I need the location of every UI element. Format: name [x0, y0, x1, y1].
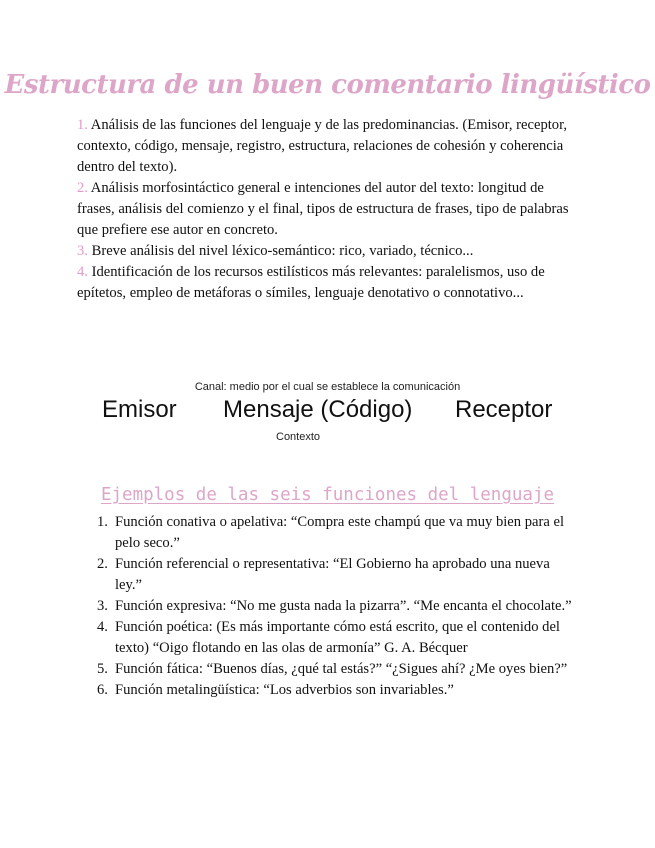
- example-number: 2.: [97, 556, 108, 572]
- mensaje-label: Mensaje (Código): [223, 396, 413, 423]
- step-item: [77, 178, 577, 241]
- steps-list: [77, 115, 577, 304]
- example-item: [77, 617, 577, 659]
- step-text: Identificación de los recursos estilísticos más relevantes: paralelismos, uso de epítetos, empleo de metáforas o símiles, lenguaje denotativo o connotativo...: [77, 264, 545, 301]
- step-number: 1.: [77, 117, 88, 133]
- emisor-label: Emisor: [102, 396, 177, 423]
- receptor-label: Receptor: [455, 396, 553, 423]
- step-text: Análisis de las funciones del lenguaje y de las predominancias. (Emisor, receptor, contexto, código, mensaje, registro, estructura, relaciones de cohesión y coherencia dentro del texto).: [77, 117, 568, 175]
- step-number: 3.: [77, 243, 88, 259]
- example-number: 5.: [97, 661, 108, 677]
- step-text: Breve análisis del nivel léxico-semántico: rico, variado, técnico...: [91, 243, 474, 259]
- step-number: 2.: [77, 180, 88, 196]
- example-text: Función poética: (Es más importante cómo está escrito, que el contenido del texto) “Oigo flotando en las olas de armonía” G. A. Bécquer: [115, 619, 560, 656]
- example-number: 6.: [97, 682, 108, 698]
- example-number: 3.: [97, 598, 108, 614]
- example-text: Función metalingüística: “Los adverbios son invariables.”: [115, 682, 454, 698]
- examples-title: Ejemplos de las seis funciones del lenguaje: [100, 485, 555, 505]
- step-item: [77, 262, 577, 304]
- example-number: 4.: [97, 619, 108, 635]
- step-text: Análisis morfosintáctico general e intenciones del autor del texto: longitud de frases, análisis del comienzo y el final, tipos de estructura de frases, tipo de palabras que prefiere ese autor en concreto.: [77, 180, 569, 238]
- step-item: [77, 115, 577, 178]
- example-item: [77, 659, 577, 680]
- examples-list: [77, 512, 577, 701]
- canal-label: Canal: medio por el cual se establece la comunicación: [194, 381, 461, 393]
- step-item: [77, 241, 577, 262]
- example-item: [77, 596, 577, 617]
- example-number: 1.: [97, 514, 108, 530]
- document-title: Estructura de un buen comentario lingüístico: [4, 70, 651, 100]
- example-item: [77, 554, 577, 596]
- contexto-label: Contexto: [276, 431, 321, 443]
- example-text: Función referencial o representativa: “El Gobierno ha aprobado una nueva ley.”: [115, 556, 550, 593]
- example-text: Función expresiva: “No me gusta nada la pizarra”. “Me encanta el chocolate.”: [115, 598, 572, 614]
- example-item: [77, 680, 577, 701]
- example-text: Función conativa o apelativa: “Compra este champú que va muy bien para el pelo seco.”: [115, 514, 565, 551]
- step-number: 4.: [77, 264, 88, 280]
- example-item: [77, 512, 577, 554]
- example-text: Función fática: “Buenos días, ¿qué tal estás?” “¿Sigues ahí? ¿Me oyes bien?”: [115, 661, 568, 677]
